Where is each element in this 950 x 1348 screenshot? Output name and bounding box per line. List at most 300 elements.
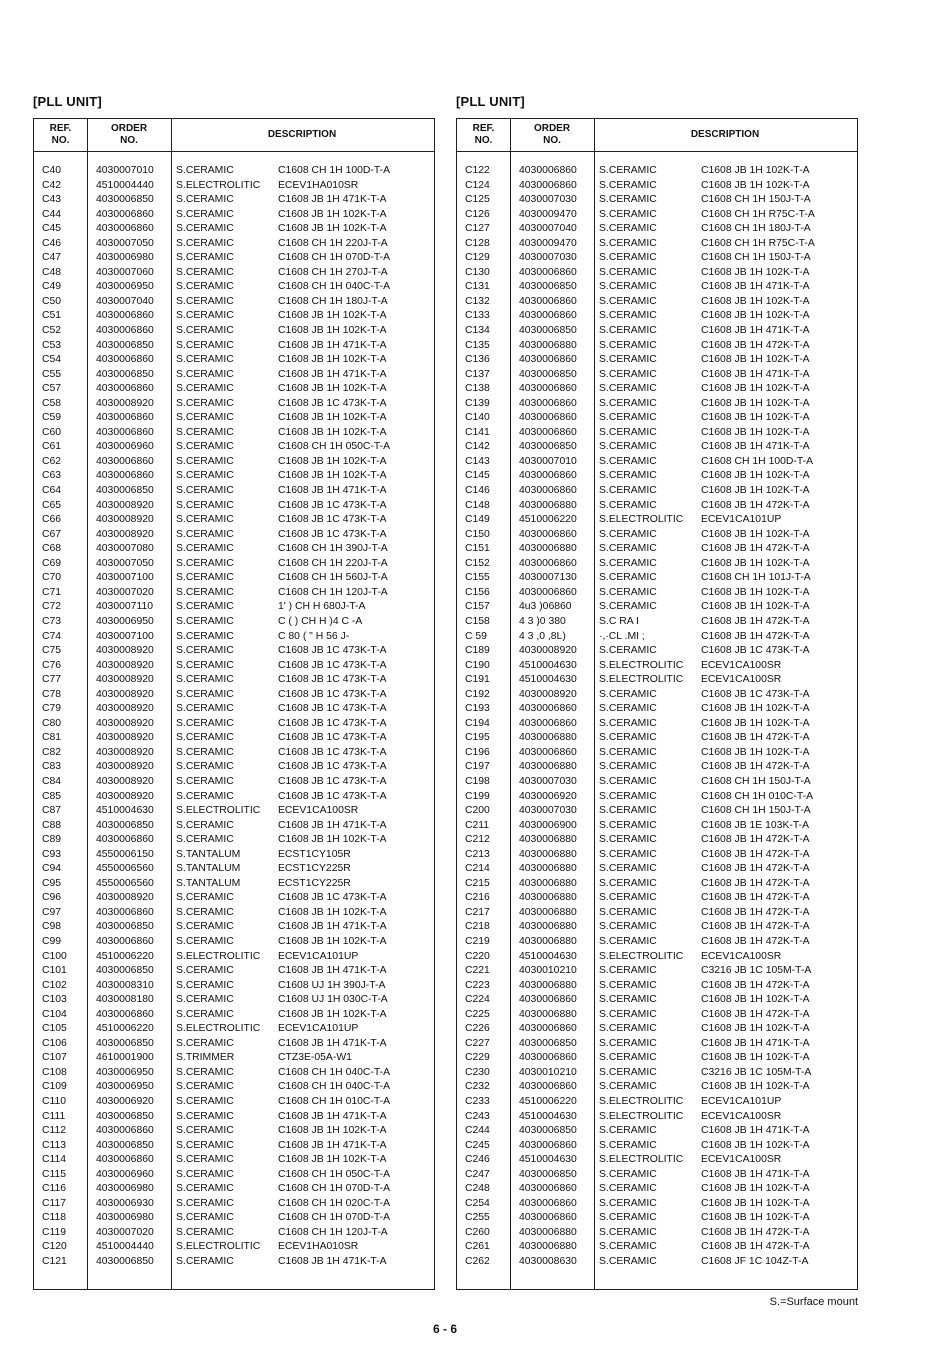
part-spec-cell: C1608 CH 1H 010C-T-A	[278, 1096, 391, 1107]
order-no-cell: 4030006850	[519, 1037, 577, 1049]
part-type-cell: S.CERAMIC	[599, 266, 657, 278]
part-type-cell: S.CERAMIC	[599, 1008, 657, 1020]
table-row	[34, 382, 434, 397]
part-spec-cell: C1608 JB 1H 102K-T-A	[701, 528, 810, 540]
table-row	[457, 280, 857, 295]
order-no-cell: 4550006150	[96, 848, 154, 860]
table-row	[457, 309, 857, 324]
order-no-cell: 4030006850	[96, 1139, 154, 1151]
part-spec-cell: C1608 JB 1H 472K-T-A	[701, 499, 810, 511]
order-no-cell: 4510004630	[519, 674, 577, 686]
left-section-title: [PLL UNIT]	[33, 94, 102, 109]
table-row	[34, 280, 434, 295]
order-no-cell: 4030006860	[96, 1125, 154, 1137]
part-type-cell: S.CERAMIC	[599, 1183, 657, 1195]
part-type-cell: S.CERAMIC	[176, 165, 234, 176]
table-row	[457, 804, 857, 819]
ref-no-cell: C192	[465, 688, 490, 700]
order-no-cell: 4030006850	[96, 368, 154, 380]
part-type-cell: S.CERAMIC	[599, 455, 657, 467]
part-type-cell: S.CERAMIC	[599, 863, 657, 875]
order-no-cell: 4030006860	[519, 310, 577, 322]
ref-no-cell: C124	[465, 179, 490, 191]
part-spec-cell: C1608 JB 1H 102K-T-A	[278, 834, 387, 846]
ref-no-cell: C125	[465, 194, 490, 206]
part-spec-cell: C1608 JB 1C 473K-T-A	[278, 790, 387, 802]
ref-no-cell: C216	[465, 892, 490, 904]
ref-no-cell: C230	[465, 1066, 490, 1078]
part-type-cell: S.CERAMIC	[599, 295, 657, 307]
part-type-cell: S.CERAMIC	[176, 1037, 234, 1049]
order-no-cell: 4030006850	[519, 325, 577, 337]
order-no-cell: 4030006850	[519, 441, 577, 453]
order-no-cell: 4030006850	[96, 1037, 154, 1049]
part-type-cell: S.CERAMIC	[599, 543, 657, 555]
part-spec-cell: C1608 CH 1H 560J-T-A	[278, 572, 388, 584]
ref-no-cell: C132	[465, 295, 490, 307]
part-type-cell: S.CERAMIC	[176, 572, 234, 584]
part-spec-cell: C1608 JB 1H 102K-T-A	[278, 906, 387, 918]
part-spec-cell: C1608 JB 1H 472K-T-A	[701, 543, 810, 555]
ref-no-cell: C52	[42, 325, 62, 337]
ref-no-cell: C118	[42, 1212, 67, 1224]
part-spec-cell: C1608 CH 1H 101J-T-A	[701, 572, 811, 584]
table-row	[457, 440, 857, 455]
part-type-cell: S.CERAMIC	[599, 557, 657, 569]
part-spec-cell: ECST1CY225R	[278, 863, 351, 875]
order-no-cell: 4030007030	[519, 194, 577, 206]
table-row	[34, 309, 434, 324]
table-row	[457, 877, 857, 892]
part-type-cell: S.CERAMIC	[176, 514, 234, 526]
part-spec-cell: C1608 CH 1H R75C-T-A	[701, 237, 815, 249]
part-spec-cell: ECEV1CA101UP	[701, 1096, 782, 1107]
part-type-cell: S.CERAMIC	[176, 310, 234, 322]
part-type-cell: S.CERAMIC	[176, 252, 234, 264]
order-no-cell: 4510004630	[519, 950, 577, 962]
right-parts-table	[456, 118, 858, 1290]
part-spec-cell: C1608 JB 1H 472K-T-A	[701, 906, 810, 918]
table-row	[457, 1022, 857, 1037]
part-type-cell: S.CERAMIC	[599, 1168, 657, 1180]
table-row	[457, 935, 857, 950]
table-row	[34, 513, 434, 528]
part-spec-cell: C1608 CH 1H 220J-T-A	[278, 237, 388, 249]
part-spec-cell: C1608 CH 1H 100D-T-A	[278, 165, 391, 176]
table-row	[34, 295, 434, 310]
ref-no-cell: C136	[465, 354, 490, 366]
ref-no-cell: C81	[42, 732, 62, 744]
part-type-cell: S.CERAMIC	[176, 819, 234, 831]
table-row	[34, 469, 434, 484]
order-no-cell: 4030006850	[96, 339, 154, 351]
ref-no-cell: C107	[42, 1052, 67, 1064]
table-row	[457, 484, 857, 499]
table-row	[34, 688, 434, 703]
order-no-cell: 4030006860	[96, 223, 154, 235]
table-row	[457, 1182, 857, 1197]
part-spec-cell: C1608 CH 1H 120J-T-A	[278, 586, 388, 598]
order-no-cell: 4030006950	[96, 1066, 154, 1078]
order-no-cell: 4030006860	[519, 295, 577, 307]
part-spec-cell: C1608 JB 1C 473K-T-A	[278, 528, 387, 540]
table-row	[34, 790, 434, 805]
part-spec-cell: C1608 JB 1H 102K-T-A	[278, 1154, 387, 1166]
part-spec-cell: ECEV1HA010SR	[278, 179, 359, 191]
order-no-cell: 4030006880	[519, 892, 577, 904]
ref-header-line1: REF.	[472, 122, 495, 134]
part-type-cell: S.CERAMIC	[176, 615, 234, 627]
order-no-cell: 4030006960	[96, 441, 154, 453]
table-row	[34, 1153, 434, 1168]
part-type-cell: S.CERAMIC	[176, 790, 234, 802]
order-no-cell: 4030008920	[96, 761, 154, 773]
part-type-cell: S.CERAMIC	[599, 761, 657, 773]
ref-no-cell: C232	[465, 1081, 490, 1093]
table-row	[34, 804, 434, 819]
order-no-cell: 4030007020	[96, 1226, 154, 1238]
part-spec-cell: C1608 JB 1H 471K-T-A	[278, 1037, 387, 1049]
table-row	[34, 1211, 434, 1226]
order-no-cell: 4510006220	[519, 1096, 577, 1107]
order-no-cell: 4030006980	[96, 1183, 154, 1195]
ref-no-cell: C151	[465, 543, 490, 555]
part-type-cell: S.CERAMIC	[599, 528, 657, 540]
order-no-cell: 4030006930	[96, 1197, 154, 1209]
ref-no-cell: C197	[465, 761, 490, 773]
part-type-cell: S.CERAMIC	[176, 426, 234, 438]
table-row	[34, 979, 434, 994]
part-type-cell: S.TRIMMER	[176, 1052, 235, 1064]
table-row	[457, 1153, 857, 1168]
table-row	[457, 630, 857, 645]
ref-no-cell: C93	[42, 848, 62, 860]
ref-no-cell: C262	[465, 1256, 490, 1268]
table-row	[34, 1110, 434, 1125]
table-row	[457, 339, 857, 354]
order-no-cell: 4030006880	[519, 834, 577, 846]
order-no-cell: 4030006920	[96, 1096, 154, 1107]
order-no-cell: 4030006880	[519, 979, 577, 991]
order-no-cell: 4030006880	[519, 863, 577, 875]
table-row	[457, 469, 857, 484]
order-no-cell: 4030006880	[519, 499, 577, 511]
order-no-cell: 4030006880	[519, 921, 577, 933]
table-row	[34, 644, 434, 659]
part-type-cell: S.CERAMIC	[176, 368, 234, 380]
part-spec-cell: C1608 JB 1C 473K-T-A	[278, 674, 387, 686]
part-type-cell: S.CERAMIC	[599, 732, 657, 744]
ref-no-cell: C99	[42, 935, 62, 947]
table-row	[34, 586, 434, 601]
ref-no-cell: C43	[42, 194, 62, 206]
ref-no-cell: C48	[42, 266, 62, 278]
part-spec-cell: C1608 JB 1H 472K-T-A	[701, 339, 810, 351]
part-spec-cell: C1608 JB 1H 471K-T-A	[278, 368, 387, 380]
order-no-cell: 4030006860	[96, 325, 154, 337]
table-row	[34, 237, 434, 252]
ref-no-cell: C211	[465, 819, 490, 831]
table-row	[457, 920, 857, 935]
part-type-cell: S.CERAMIC	[599, 397, 657, 409]
ref-no-cell: C130	[465, 266, 490, 278]
order-no-cell: 4030006860	[96, 834, 154, 846]
part-type-cell: S.CERAMIC	[599, 499, 657, 511]
order-no-cell: 4030006950	[96, 615, 154, 627]
part-type-cell: S.CERAMIC	[176, 674, 234, 686]
ref-no-cell: C190	[465, 659, 490, 671]
part-type-cell: S.CERAMIC	[599, 805, 657, 817]
ref-no-cell: C63	[42, 470, 62, 482]
table-row	[457, 862, 857, 877]
order-no-cell: 4030009470	[519, 237, 577, 249]
order-no-cell: 4030006880	[519, 761, 577, 773]
part-spec-cell: C1608 JB 1H 102K-T-A	[278, 1008, 387, 1020]
order-no-cell: 4550006560	[96, 863, 154, 875]
part-type-cell: S.TANTALUM	[176, 848, 241, 860]
part-type-cell: S.CERAMIC	[176, 485, 234, 497]
table-row	[34, 717, 434, 732]
part-spec-cell: C1608 JB 1C 473K-T-A	[278, 775, 387, 787]
part-spec-cell: C1608 JB 1H 471K-T-A	[278, 819, 387, 831]
table-row	[34, 251, 434, 266]
page-number: 6 - 6	[432, 1322, 457, 1336]
table-row	[457, 891, 857, 906]
ref-no-cell: C122	[465, 165, 490, 176]
table-row	[34, 630, 434, 645]
part-type-cell: S.CERAMIC	[176, 354, 234, 366]
table-row	[457, 368, 857, 383]
part-spec-cell: C1608 JB 1H 102K-T-A	[701, 746, 810, 758]
part-type-cell: S.CERAMIC	[176, 441, 234, 453]
ref-no-cell: C75	[42, 645, 62, 657]
part-spec-cell: C1608 JB 1H 472K-T-A	[701, 615, 810, 627]
part-type-cell: S.CERAMIC	[176, 688, 234, 700]
order-no-cell: 4030006860	[96, 354, 154, 366]
table-row	[457, 1066, 857, 1081]
table-row	[457, 1168, 857, 1183]
table-row	[457, 673, 857, 688]
ref-no-cell: C223	[465, 979, 490, 991]
part-spec-cell: C1608 JB 1H 102K-T-A	[701, 994, 810, 1006]
part-type-cell: S.CERAMIC	[176, 921, 234, 933]
order-no-cell: 4030006860	[96, 1008, 154, 1020]
part-spec-cell: CTZ3E-05A-W1	[278, 1052, 352, 1064]
table-row	[34, 1051, 434, 1066]
part-type-cell: S.CERAMIC	[176, 979, 234, 991]
ref-no-cell: C214	[465, 863, 490, 875]
part-spec-cell: C1608 JB 1C 473K-T-A	[278, 746, 387, 758]
part-spec-cell: C1608 JF 1C 104Z-T-A	[701, 1256, 809, 1268]
table-row	[34, 1066, 434, 1081]
part-spec-cell: C1608 JB 1C 473K-T-A	[278, 732, 387, 744]
table-row	[457, 513, 857, 528]
part-type-cell: S.CERAMIC	[599, 1197, 657, 1209]
table-row	[457, 1110, 857, 1125]
left-table-body	[34, 164, 434, 1270]
order-no-cell: 4030006860	[519, 426, 577, 438]
ref-no-cell: C155	[465, 572, 490, 584]
ref-no-cell: C140	[465, 412, 490, 424]
part-type-cell: S.CERAMIC	[599, 775, 657, 787]
order-no-cell: 4030006860	[519, 1183, 577, 1195]
part-type-cell: S.CERAMIC	[599, 586, 657, 598]
table-row	[457, 528, 857, 543]
part-type-cell: S.CERAMIC	[599, 834, 657, 846]
part-spec-cell: C1608 JB 1H 471K-T-A	[701, 325, 810, 337]
order-no-cell: 4030006860	[96, 1154, 154, 1166]
table-row	[457, 557, 857, 572]
ref-no-cell: C51	[42, 310, 62, 322]
ref-no-cell: C143	[465, 455, 490, 467]
part-spec-cell: ECEV1CA101UP	[701, 514, 782, 526]
ref-no-cell: C78	[42, 688, 62, 700]
part-spec-cell: C1608 CH 1H 270J-T-A	[278, 266, 388, 278]
order-no-cell: 4550006560	[96, 877, 154, 889]
ref-no-cell: C120	[42, 1241, 67, 1253]
table-row	[34, 164, 434, 179]
ref-no-cell: C72	[42, 601, 62, 613]
order-no-cell: 4030006850	[519, 281, 577, 293]
ref-no-cell: C260	[465, 1226, 490, 1238]
ref-no-cell: C117	[42, 1197, 67, 1209]
table-row	[457, 775, 857, 790]
table-row	[34, 411, 434, 426]
ref-no-cell: C219	[465, 935, 490, 947]
table-row	[457, 397, 857, 412]
order-no-cell: 4030006880	[519, 339, 577, 351]
order-no-cell: 4030006860	[519, 1081, 577, 1093]
part-type-cell: S.CERAMIC	[599, 717, 657, 729]
part-spec-cell: C1608 JB 1H 472K-T-A	[701, 892, 810, 904]
order-no-cell: 4510006220	[519, 514, 577, 526]
order-no-cell: 4510004630	[96, 805, 154, 817]
part-type-cell: S.CERAMIC	[599, 339, 657, 351]
table-row	[34, 484, 434, 499]
part-spec-cell: C1608 JB 1H 471K-T-A	[701, 1125, 810, 1137]
part-spec-cell: C1608 JB 1H 471K-T-A	[701, 1037, 810, 1049]
ref-no-cell: C150	[465, 528, 490, 540]
ref-no-cell: C146	[465, 485, 490, 497]
part-spec-cell: C1608 CH 1H 100D-T-A	[701, 455, 814, 467]
ref-no-cell: C115	[42, 1168, 67, 1180]
ref-no-header	[457, 119, 510, 150]
part-type-cell: S.CERAMIC	[599, 208, 657, 220]
part-type-cell: S.CERAMIC	[176, 775, 234, 787]
ref-no-cell: C77	[42, 674, 62, 686]
part-type-cell: S.CERAMIC	[599, 194, 657, 206]
ref-no-cell: C129	[465, 252, 490, 264]
part-spec-cell: C1608 CH 1H 180J-T-A	[701, 223, 811, 235]
order-no-cell: 4030006850	[96, 819, 154, 831]
table-row	[457, 746, 857, 761]
table-row	[457, 1255, 857, 1270]
table-row	[34, 760, 434, 775]
part-spec-cell: C1608 JB 1H 471K-T-A	[278, 921, 387, 933]
part-spec-cell: C1608 CH 1H 150J-T-A	[701, 775, 811, 787]
table-row	[34, 266, 434, 281]
part-spec-cell: C1608 JB 1H 472K-T-A	[701, 732, 810, 744]
table-row	[457, 979, 857, 994]
part-spec-cell: C1608 JB 1H 472K-T-A	[701, 921, 810, 933]
part-spec-cell: C1608 CH 1H 020C-T-A	[278, 1197, 391, 1209]
part-type-cell: S.CERAMIC	[599, 179, 657, 191]
table-row	[34, 179, 434, 194]
ref-no-cell: C110	[42, 1096, 67, 1107]
order-no-cell: 4030007030	[519, 805, 577, 817]
order-no-cell: 4030006860	[519, 397, 577, 409]
ref-no-cell: C193	[465, 703, 490, 715]
ref-no-cell: C198	[465, 775, 490, 787]
order-no-cell: 4030010210	[519, 1066, 577, 1078]
part-type-cell: S.CERAMIC	[599, 252, 657, 264]
part-spec-cell: C1608 CH 1H 220J-T-A	[278, 557, 388, 569]
part-type-cell: S.CERAMIC	[176, 761, 234, 773]
order-header-line2: NO.	[120, 134, 138, 146]
table-row	[457, 819, 857, 834]
part-type-cell: S.CERAMIC	[599, 485, 657, 497]
part-type-cell: S.CERAMIC	[599, 223, 657, 235]
table-row	[457, 179, 857, 194]
ref-no-cell: C220	[465, 950, 490, 962]
part-spec-cell: C1608 JB 1E 103K-T-A	[701, 819, 810, 831]
part-spec-cell: C1608 JB 1H 471K-T-A	[701, 441, 810, 453]
part-type-cell: S.CERAMIC	[176, 717, 234, 729]
order-no-cell: 4030006850	[96, 1110, 154, 1122]
part-type-cell: S.CERAMIC	[176, 1212, 234, 1224]
table-row	[457, 1211, 857, 1226]
part-type-cell: S.CERAMIC	[599, 426, 657, 438]
part-type-cell: S.ELECTROLITIC	[599, 659, 684, 671]
part-spec-cell: ECEV1CA101UP	[278, 1023, 359, 1035]
order-no-cell: 4030006880	[519, 935, 577, 947]
order-no-cell: 4030006920	[519, 790, 577, 802]
table-row	[34, 426, 434, 441]
part-type-cell: S.CERAMIC	[599, 935, 657, 947]
part-spec-cell: ECEV1CA100SR	[701, 1110, 782, 1122]
table-row	[457, 586, 857, 601]
ref-no-cell: C148	[465, 499, 490, 511]
description-header-label: DESCRIPTION	[267, 128, 337, 140]
ref-no-cell: C61	[42, 441, 62, 453]
part-type-cell: ·,·CL .MI ;	[599, 630, 645, 642]
part-spec-cell: C1608 JB 1H 102K-T-A	[701, 703, 810, 715]
ref-no-cell: C218	[465, 921, 490, 933]
part-type-cell: S.CERAMIC	[176, 645, 234, 657]
table-row	[34, 819, 434, 834]
ref-no-cell: C128	[465, 237, 490, 249]
part-spec-cell: C1608 JB 1H 102K-T-A	[701, 295, 810, 307]
ref-no-cell: C101	[42, 965, 67, 977]
part-type-cell: S.C RA I	[599, 615, 639, 627]
part-spec-cell: C1608 JB 1C 473K-T-A	[278, 645, 387, 657]
ref-no-cell: C126	[465, 208, 490, 220]
part-type-cell: S.CERAMIC	[599, 1139, 657, 1151]
table-row	[34, 1008, 434, 1023]
part-type-cell: S.CERAMIC	[176, 1183, 234, 1195]
part-spec-cell: C1608 JB 1H 472K-T-A	[701, 848, 810, 860]
part-spec-cell: C1608 JB 1H 471K-T-A	[278, 194, 387, 206]
table-row	[34, 557, 434, 572]
order-no-cell: 4030008180	[96, 994, 154, 1006]
part-type-cell: S.CERAMIC	[599, 1052, 657, 1064]
part-type-cell: S.CERAMIC	[176, 237, 234, 249]
table-row	[34, 1095, 434, 1110]
table-row	[457, 1124, 857, 1139]
part-spec-cell: 1' ) CH H 680J-T-A	[278, 601, 366, 613]
part-type-cell: S.CERAMIC	[599, 325, 657, 337]
part-spec-cell: C1608 JB 1H 102K-T-A	[278, 310, 387, 322]
